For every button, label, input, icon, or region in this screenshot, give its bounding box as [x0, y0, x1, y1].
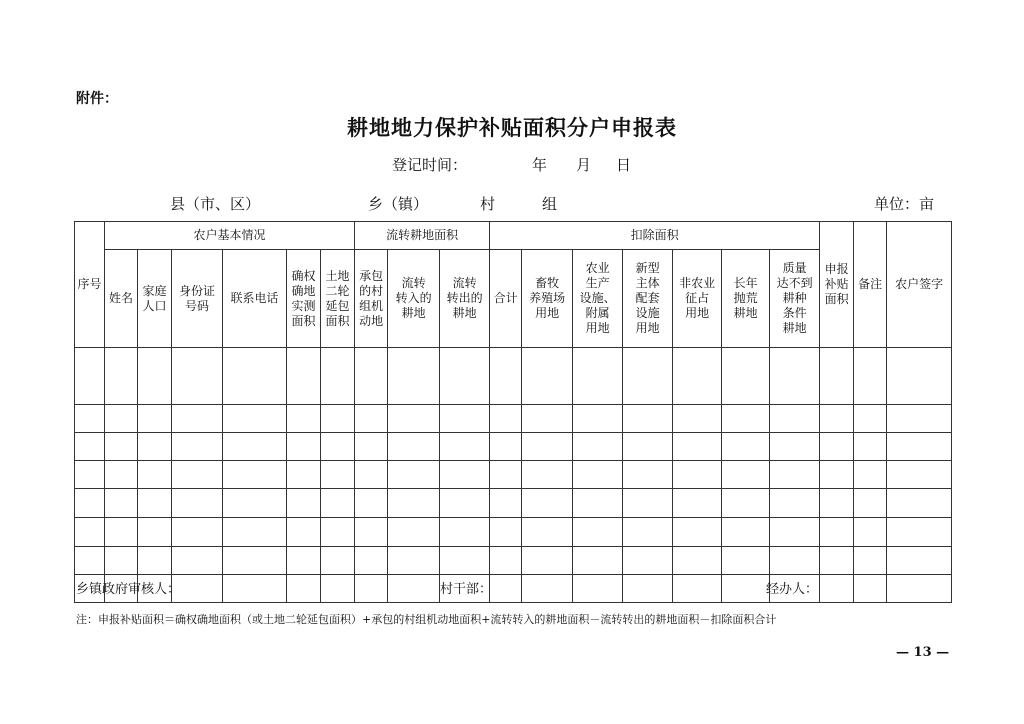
- col-signature: 农户签字: [887, 222, 952, 348]
- table-cell[interactable]: [673, 433, 722, 461]
- table-cell[interactable]: [223, 405, 287, 433]
- village-label: 村: [480, 195, 496, 213]
- table-cell[interactable]: [287, 489, 321, 518]
- table-cell[interactable]: [573, 518, 623, 547]
- table-cell[interactable]: [440, 489, 490, 518]
- table-cell[interactable]: [820, 405, 854, 433]
- table-cell[interactable]: [223, 433, 287, 461]
- table-cell[interactable]: [223, 461, 287, 489]
- table-cell[interactable]: [75, 348, 105, 405]
- table-cell[interactable]: [770, 489, 820, 518]
- col-transfer-out: 流转 转出的 耕地: [440, 250, 490, 348]
- table-cell[interactable]: [355, 518, 388, 547]
- col-confirmed-area: 确权 确地 实测 面积: [287, 250, 321, 348]
- table-cell[interactable]: [887, 518, 952, 547]
- table-cell[interactable]: [440, 348, 490, 405]
- table-cell[interactable]: [388, 575, 440, 603]
- table-row: [75, 433, 952, 461]
- table-cell[interactable]: [573, 405, 623, 433]
- table-cell[interactable]: [820, 489, 854, 518]
- table-cell[interactable]: [440, 433, 490, 461]
- table-cell[interactable]: [522, 518, 573, 547]
- table-cell[interactable]: [573, 575, 623, 603]
- table-cell[interactable]: [287, 575, 321, 603]
- table-cell[interactable]: [770, 433, 820, 461]
- table-cell[interactable]: [287, 433, 321, 461]
- table-cell[interactable]: [223, 547, 287, 575]
- table-cell[interactable]: [820, 348, 854, 405]
- col-livestock: 畜牧 养殖场 用地: [522, 250, 573, 348]
- col-name: 姓名: [105, 250, 138, 348]
- table-cell[interactable]: [138, 547, 172, 575]
- table-cell[interactable]: [722, 433, 770, 461]
- table-cell[interactable]: [172, 489, 223, 518]
- table-cell[interactable]: [887, 461, 952, 489]
- table-cell[interactable]: [854, 489, 887, 518]
- registration-month: 月: [576, 156, 592, 174]
- table-cell[interactable]: [105, 489, 138, 518]
- table-cell[interactable]: [854, 461, 887, 489]
- table-cell[interactable]: [522, 405, 573, 433]
- table-cell[interactable]: [623, 461, 673, 489]
- table-cell[interactable]: [440, 547, 490, 575]
- table-cell[interactable]: [105, 461, 138, 489]
- col-contracted-village: 承包 的村 组机 动地: [355, 250, 388, 348]
- table-cell[interactable]: [623, 518, 673, 547]
- table-cell[interactable]: [770, 405, 820, 433]
- table-cell[interactable]: [623, 489, 673, 518]
- table-cell[interactable]: [522, 348, 573, 405]
- table-cell[interactable]: [388, 348, 440, 405]
- table-cell[interactable]: [321, 348, 355, 405]
- table-cell[interactable]: [75, 461, 105, 489]
- group-basic-info: 农户基本情况: [105, 222, 355, 250]
- table-cell[interactable]: [623, 405, 673, 433]
- table-cell[interactable]: [573, 348, 623, 405]
- table-cell[interactable]: [770, 461, 820, 489]
- table-cell[interactable]: [172, 405, 223, 433]
- table-row: [75, 518, 952, 547]
- table-cell[interactable]: [490, 575, 522, 603]
- table-cell[interactable]: [105, 547, 138, 575]
- table-cell[interactable]: [287, 405, 321, 433]
- table-cell[interactable]: [770, 518, 820, 547]
- table-cell[interactable]: [522, 547, 573, 575]
- table-cell[interactable]: [522, 433, 573, 461]
- table-cell[interactable]: [490, 348, 522, 405]
- table-cell[interactable]: [287, 547, 321, 575]
- table-cell[interactable]: [770, 348, 820, 405]
- group-deduction-area: 扣除面积: [490, 222, 820, 250]
- table-cell[interactable]: [522, 489, 573, 518]
- table-cell[interactable]: [673, 461, 722, 489]
- table-cell[interactable]: [722, 348, 770, 405]
- table-cell[interactable]: [854, 405, 887, 433]
- registration-day: 日: [616, 156, 632, 174]
- table-cell[interactable]: [75, 547, 105, 575]
- table-cell[interactable]: [388, 518, 440, 547]
- col-remark: 备注: [854, 222, 887, 348]
- table-cell[interactable]: [287, 348, 321, 405]
- table-cell[interactable]: [138, 348, 172, 405]
- table-cell[interactable]: [388, 433, 440, 461]
- table-cell[interactable]: [673, 518, 722, 547]
- table-cell[interactable]: [321, 461, 355, 489]
- table-cell[interactable]: [722, 405, 770, 433]
- table-cell[interactable]: [490, 489, 522, 518]
- table-cell[interactable]: [138, 405, 172, 433]
- table-cell[interactable]: [887, 575, 952, 603]
- table-cell[interactable]: [172, 348, 223, 405]
- table-cell[interactable]: [223, 575, 287, 603]
- table-cell[interactable]: [223, 348, 287, 405]
- table-cell[interactable]: [887, 433, 952, 461]
- col-subsidy-area: 申报 补贴 面积: [820, 222, 854, 348]
- table-cell[interactable]: [321, 575, 355, 603]
- col-household: 家庭 人口: [138, 250, 172, 348]
- table-cell[interactable]: [321, 433, 355, 461]
- table-cell[interactable]: [355, 461, 388, 489]
- registration-label: 登记时间：: [392, 156, 468, 174]
- registration-year: 年: [532, 156, 548, 174]
- table-cell[interactable]: [321, 547, 355, 575]
- table-cell[interactable]: [887, 547, 952, 575]
- table-cell[interactable]: [172, 433, 223, 461]
- table-cell[interactable]: [440, 518, 490, 547]
- attachment-label: 附件：: [76, 91, 118, 107]
- table-cell[interactable]: [355, 547, 388, 575]
- table-cell[interactable]: [623, 575, 673, 603]
- table-cell[interactable]: [321, 518, 355, 547]
- table-cell[interactable]: [820, 518, 854, 547]
- table-cell[interactable]: [623, 547, 673, 575]
- application-table: [74, 221, 952, 603]
- table-cell[interactable]: [673, 405, 722, 433]
- col-id-number: 身份证 号码: [172, 250, 223, 348]
- col-low-quality: 质量 达不到 耕种 条件 耕地: [770, 250, 820, 348]
- table-cell[interactable]: [355, 405, 388, 433]
- table-cell[interactable]: [138, 461, 172, 489]
- table-cell[interactable]: [172, 461, 223, 489]
- table-cell[interactable]: [770, 547, 820, 575]
- handler-label: 经办人：: [766, 582, 819, 597]
- table-cell[interactable]: [321, 405, 355, 433]
- table-cell[interactable]: [287, 518, 321, 547]
- col-transfer-in: 流转 转入的 耕地: [388, 250, 440, 348]
- formula-note: 注：申报补贴面积＝确权确地面积（或土地二轮延包面积）+承包的村组机动地面积+流转转入的耕地面积－流转转出的耕地面积－扣除面积合计: [76, 613, 777, 626]
- table-cell[interactable]: [172, 518, 223, 547]
- table-cell[interactable]: [105, 348, 138, 405]
- table-cell[interactable]: [388, 405, 440, 433]
- table-cell[interactable]: [854, 518, 887, 547]
- table-cell[interactable]: [287, 461, 321, 489]
- table-cell[interactable]: [105, 433, 138, 461]
- col-phone: 联系电话: [223, 250, 287, 348]
- table-row: [75, 547, 952, 575]
- table-cell[interactable]: [490, 405, 522, 433]
- table-cell[interactable]: [854, 348, 887, 405]
- table-cell[interactable]: [138, 489, 172, 518]
- table-cell[interactable]: [673, 575, 722, 603]
- table-cell[interactable]: [673, 348, 722, 405]
- table-cell[interactable]: [722, 461, 770, 489]
- table-cell[interactable]: [522, 461, 573, 489]
- col-total: 合计: [490, 250, 522, 348]
- table-cell[interactable]: [820, 575, 854, 603]
- table-cell[interactable]: [388, 547, 440, 575]
- table-cell[interactable]: [75, 433, 105, 461]
- table-cell[interactable]: [440, 405, 490, 433]
- unit-label: 单位：亩: [874, 195, 935, 213]
- col-non-ag: 非农业 征占 用地: [673, 250, 722, 348]
- page-number: — 13 —: [896, 645, 950, 660]
- table-cell[interactable]: [321, 489, 355, 518]
- table-cell[interactable]: [673, 489, 722, 518]
- table-cell[interactable]: [820, 433, 854, 461]
- table-cell[interactable]: [722, 489, 770, 518]
- table-cell[interactable]: [355, 433, 388, 461]
- table-cell[interactable]: [673, 547, 722, 575]
- table-cell[interactable]: [490, 518, 522, 547]
- table-cell[interactable]: [573, 461, 623, 489]
- col-second-round-area: 土地 二轮 延包 面积: [321, 250, 355, 348]
- table-cell[interactable]: [623, 433, 673, 461]
- table-cell[interactable]: [573, 547, 623, 575]
- table-cell[interactable]: [172, 547, 223, 575]
- table-cell[interactable]: [854, 575, 887, 603]
- table-row: [75, 489, 952, 518]
- table-cell[interactable]: [388, 461, 440, 489]
- group-label: 组: [542, 195, 558, 213]
- table-cell[interactable]: [820, 461, 854, 489]
- table-row: [75, 461, 952, 489]
- table-cell[interactable]: [522, 575, 573, 603]
- table-cell[interactable]: [887, 489, 952, 518]
- table-cell[interactable]: [722, 547, 770, 575]
- village-cadre-label: 村干部：: [440, 582, 493, 597]
- table-cell[interactable]: [573, 489, 623, 518]
- table-cell[interactable]: [887, 405, 952, 433]
- table-cell[interactable]: [490, 461, 522, 489]
- table-row: [75, 348, 952, 405]
- table-cell[interactable]: [105, 405, 138, 433]
- group-transfer-area: 流转耕地面积: [355, 222, 490, 250]
- col-abandoned: 长年 抛荒 耕地: [722, 250, 770, 348]
- table-cell[interactable]: [854, 433, 887, 461]
- table-cell[interactable]: [388, 489, 440, 518]
- table-cell[interactable]: [355, 575, 388, 603]
- table-row: [75, 405, 952, 433]
- table-cell[interactable]: [854, 547, 887, 575]
- col-ag-facility: 农业 生产 设施、 附属 用地: [573, 250, 623, 348]
- table-cell[interactable]: [223, 518, 287, 547]
- table-cell[interactable]: [75, 518, 105, 547]
- township-label: 乡（镇）: [368, 195, 429, 213]
- table-cell[interactable]: [440, 461, 490, 489]
- table-cell[interactable]: [75, 405, 105, 433]
- township-reviewer-label: 乡镇政府审核人：: [76, 582, 181, 597]
- col-new-entity: 新型 主体 配套 设施 用地: [623, 250, 673, 348]
- table-row: [75, 575, 952, 603]
- table-cell[interactable]: [355, 348, 388, 405]
- col-seq: 序号: [75, 222, 105, 348]
- table-cell[interactable]: [490, 547, 522, 575]
- table-cell[interactable]: [722, 575, 770, 603]
- table-cell[interactable]: [105, 518, 138, 547]
- table-cell[interactable]: [138, 518, 172, 547]
- table-cell[interactable]: [223, 489, 287, 518]
- table-cell[interactable]: [573, 433, 623, 461]
- county-label: 县（市、区）: [170, 195, 261, 213]
- table-cell[interactable]: [75, 489, 105, 518]
- table-cell[interactable]: [623, 348, 673, 405]
- table-cell[interactable]: [490, 433, 522, 461]
- table-cell[interactable]: [820, 547, 854, 575]
- table-cell[interactable]: [355, 489, 388, 518]
- table-cell[interactable]: [887, 348, 952, 405]
- table-cell[interactable]: [722, 518, 770, 547]
- table-cell[interactable]: [138, 433, 172, 461]
- page-title: 耕地地力保护补贴面积分户申报表: [347, 115, 677, 140]
